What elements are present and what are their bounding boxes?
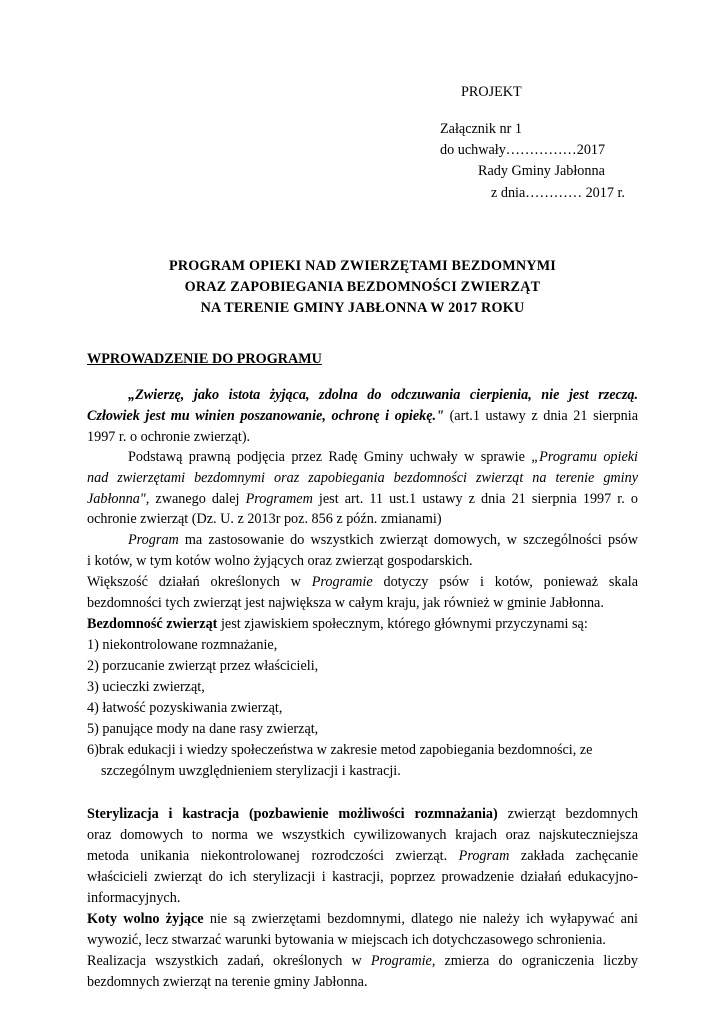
p3-l1-b: dotyczy psów i kotów, ponieważ skala	[372, 574, 638, 590]
projekt-label: PROJEKT	[461, 84, 522, 100]
p7-line-1	[87, 953, 638, 970]
cause-item-continued: szczególnym uwzględnieniem sterylizacji i kastracji.	[101, 763, 401, 779]
p5-line-2: oraz domowych to norma we wszystkich cywilizowanych krajach oraz najskuteczniejsza	[87, 827, 638, 843]
attachment-number: Załącznik nr 1	[440, 121, 522, 137]
p5-line-1	[87, 806, 638, 823]
quote-text-1: „Zwierzę, jako istota żyjąca, zdolna do odczuwania cierpienia, nie jest rzeczą.	[128, 387, 638, 403]
p1-l3-i: Jabłonna",	[87, 491, 150, 507]
p4-bold: Bezdomność zwierząt	[87, 616, 218, 632]
title-line-3: NA TERENIE GMINY JABŁONNA W 2017 ROKU	[200, 300, 525, 316]
quote-text-2: Człowiek jest mu winien poszanowanie, ochronę i opiekę."	[87, 408, 444, 424]
p3-line-2: bezdomności tych zwierząt jest największa w całym kraju, jak również w gminie Jabłonna.	[87, 595, 604, 611]
p6-line-1	[87, 911, 638, 928]
quote-line-3: 1997 r. o ochronie zwierząt).	[87, 429, 251, 445]
p5-bold: Sterylizacja i kastracja (pozbawienie możliwości rozmnażania)	[87, 806, 498, 822]
p6-bold: Koty wolno żyjące	[87, 911, 204, 927]
section-heading: WPROWADZENIE DO PROGRAMU	[87, 351, 322, 367]
p1-line-4: ochronie zwierząt (Dz. U. z 2013r poz. 856 z późn. zmianami)	[87, 511, 442, 527]
p7-l1-i: Programie	[370, 953, 432, 969]
p2-l1-i: Program	[128, 532, 179, 548]
p1-l3-b: jest art. 11 ust.1 ustawy z dnia 21 sierpnia 1997 r. o	[312, 491, 638, 507]
p2-line-2: i kotów, w tym kotów wolno żyjących oraz zwierząt gospodarskich.	[87, 553, 473, 569]
p5-line-3	[87, 848, 638, 865]
p6-line-2: wywozić, lecz stwarzać warunki bytowania w miejscach ich dotychczasowego schronienia.	[87, 932, 606, 948]
p1-text-i: „Programu opieki	[531, 449, 638, 465]
p1-line-2: nad zwierzętami bezdomnymi oraz zapobiegania bezdomności zwierząt na terenie gminy	[87, 470, 638, 486]
p5-l3-i: Program	[458, 848, 510, 864]
p1-line-3	[87, 491, 638, 508]
p5-l3-b: zakłada zachęcanie	[509, 848, 638, 864]
p1-l3-a: zwanego dalej	[149, 491, 246, 507]
cause-item: 4) łatwość pozyskiwania zwierząt,	[87, 700, 283, 716]
p1-line-1	[128, 449, 638, 466]
cause-item: 1) niekontrolowane rozmnażanie,	[87, 637, 278, 653]
p3-l1-i: Programie	[311, 574, 373, 590]
quote-line-1	[128, 387, 638, 404]
title-line-2: ORAZ ZAPOBIEGANIA BEZDOMNOŚCI ZWIERZĄT	[184, 279, 541, 295]
p4-line-1	[87, 616, 588, 633]
resolution-ref: do uchwały……………2017	[440, 142, 606, 158]
p7-l1-b: , zmierza do ograniczenia liczby	[431, 953, 638, 969]
p3-line-1	[87, 574, 638, 591]
p2-l1-a: ma zastosowanie do wszystkich zwierząt domowych, w szczególności psów	[178, 532, 638, 548]
p6-rest: nie są zwierzętami bezdomnymi, dlatego nie należy ich wyłapywać ani	[203, 911, 638, 927]
quote-line-2	[87, 408, 638, 425]
resolution-date: z dnia………… 2017 r.	[491, 185, 625, 201]
title-line-1: PROGRAM OPIEKI NAD ZWIERZĘTAMI BEZDOMNYMI	[168, 258, 557, 274]
p5-rest: zwierząt bezdomnych	[497, 806, 638, 822]
p3-l1-a: Większość działań określonych w	[87, 574, 312, 590]
p4-rest: jest zjawiskiem społecznym, którego głównymi przyczynami są:	[217, 616, 588, 632]
quote-citation: (art.1 ustawy z dnia 21 sierpnia	[443, 408, 638, 424]
cause-item: 2) porzucanie zwierząt przez właścicieli,	[87, 658, 319, 674]
p5-line-5: informacyjnych.	[87, 890, 181, 906]
p1-l3-i2: Programem	[245, 491, 313, 507]
cause-item: 6)brak edukacji i wiedzy społeczeństwa w zakresie metod zapobiegania bezdomności, ze	[87, 742, 593, 758]
p7-line-2: bezdomnych zwierząt na terenie gminy Jabłonna.	[87, 974, 368, 990]
council-name: Rady Gminy Jabłonna	[478, 163, 605, 179]
p1-text-a: Podstawą prawną podjęcia przez Radę Gminy uchwały w sprawie	[128, 449, 532, 465]
cause-item: 3) ucieczki zwierząt,	[87, 679, 205, 695]
cause-item: 5) panujące mody na dane rasy zwierząt,	[87, 721, 319, 737]
p2-line-1	[128, 532, 638, 549]
p5-line-4: właścicieli zwierząt do ich sterylizacji i kastracji, poprzez prowadzenie działań edukacyjno-	[87, 869, 638, 885]
p5-l3-a: metoda unikania niekontrolowanej rozrodczości zwierząt.	[87, 848, 459, 864]
p7-l1-a: Realizacja wszystkich zadań, określonych w	[87, 953, 371, 969]
